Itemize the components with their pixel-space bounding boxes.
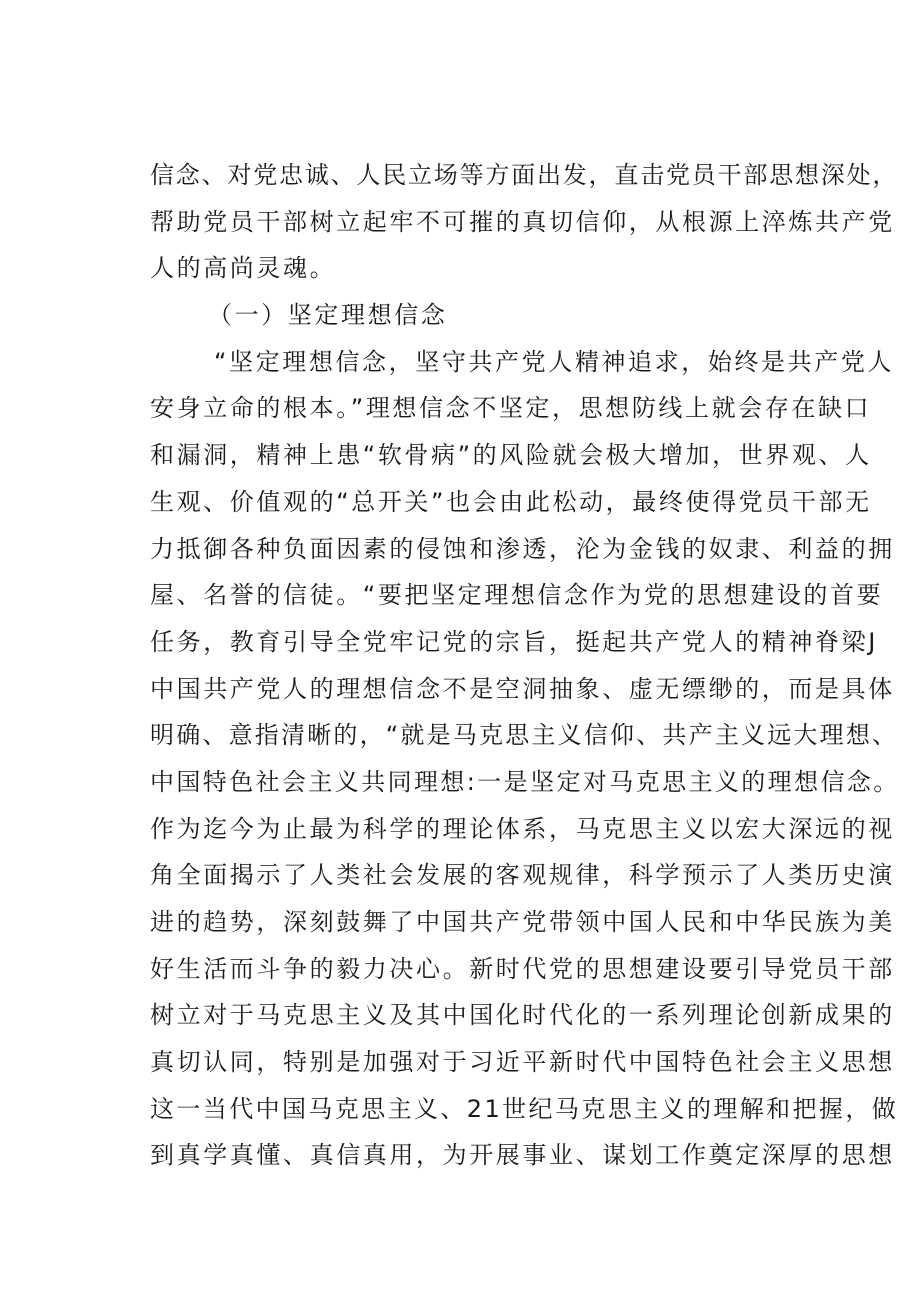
text-line: 这一当代中国马克思主义、21世纪马克思主义的理解和把握，做	[150, 1094, 899, 1123]
text-line: 中国特色社会主义共同理想:一是坚定对马克思主义的理想信念。	[150, 767, 900, 796]
text-line: 中国共产党人的理想信念不是空洞抽象、虚无缥缈的，而是具体	[150, 674, 895, 703]
text-line: 和漏洞，精神上患“软骨病”的风险就会极大增加，世界观、人	[150, 441, 872, 470]
text-line: 到真学真懂、真信真用，为开展事业、谋划工作奠定深厚的思想	[150, 1141, 895, 1170]
section-heading: （一）坚定理想信念	[208, 301, 448, 330]
text-line: 树立对于马克思主义及其中国化时代化的一系列理论创新成果的	[150, 1001, 895, 1030]
text-line: 进的趋势，深刻鼓舞了中国共产党带领中国人民和中华民族为美	[150, 908, 895, 936]
text-line: 生观、价值观的“总开关”也会由此松动，最终使得党员干部无	[150, 487, 872, 516]
text-line: 好生活而斗争的毅力决心。新时代党的思想建设要引导党员干部	[150, 954, 895, 983]
text-line: 任务，教育引导全党牢记党的宗旨，挺起共产党人的精神脊梁J	[150, 627, 878, 656]
text-line: 安身立命的根本。”理想信念不坚定，思想防线上就会存在缺口	[150, 394, 872, 423]
text-line: “坚定理想信念，坚守共产党人精神追求，始终是共产党人	[214, 347, 895, 376]
body-text	[150, 152, 900, 1179]
text-line: 人的高尚灵魂。	[150, 254, 337, 283]
text-line: 真切认同，特别是加强对于习近平新时代中国特色社会主义思想	[150, 1048, 895, 1077]
text-line: 力抵御各种负面因素的侵蚀和渗透，沦为金钱的奴隶、利益的拥	[150, 534, 895, 563]
text-line: 明确、意指清晰的，“就是马克思主义信仰、共产主义远大理想、	[150, 721, 899, 750]
text-line: 帮助党员干部树立起牢不可摧的真切信仰，从根源上淬炼共产党	[150, 207, 895, 236]
text-line: 角全面揭示了人类社会发展的客观规律，科学预示了人类历史演	[150, 861, 895, 890]
text-line: 信念、对党忠诚、人民立场等方面出发，直击党员干部思想深处，	[150, 161, 899, 189]
text-line: 屋、名誉的信徒。“要把坚定理想信念作为党的思想建设的首要	[150, 581, 884, 610]
text-line: 作为迄今为止最为科学的理论体系，马克思主义以宏大深远的视	[150, 814, 895, 843]
